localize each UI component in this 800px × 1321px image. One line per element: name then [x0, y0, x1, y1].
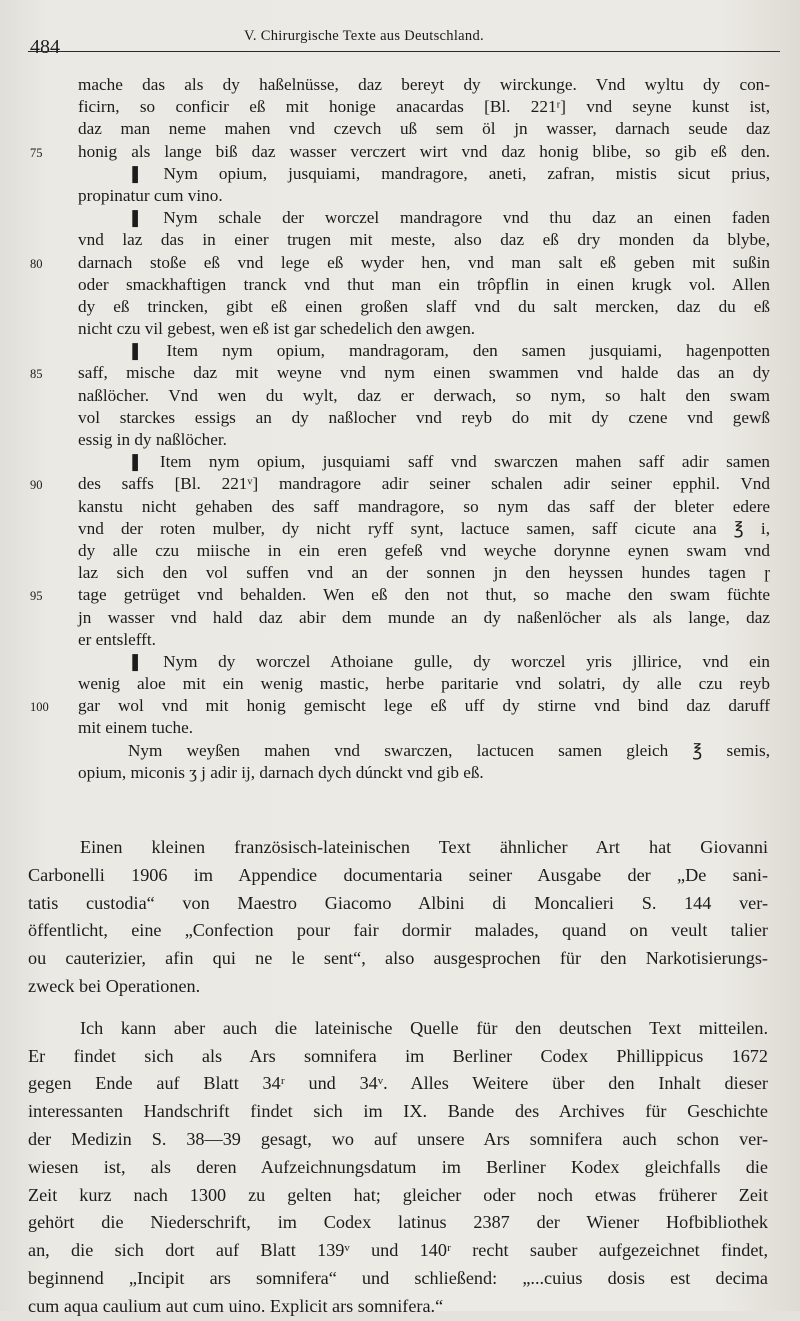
text-line	[30, 229, 770, 251]
text-line	[30, 629, 770, 651]
line-text: vnd laz das in einer trugen mit meste, also daz eß dry monden da blybe,	[78, 230, 770, 250]
text-line	[30, 362, 770, 384]
body-line: tatis custodia“ von Maestro Giacomo Albini di Moncalieri S. 144 ver-	[28, 892, 768, 913]
body-line: der Medizin S. 38—39 gesagt, wo auf unsere Ars somnifera auch schon ver-	[28, 1128, 768, 1149]
text-line	[30, 318, 770, 340]
line-text: des saffs [Bl. 221ᵛ] mandragore adir seiner schalen adir seiner epphil. Vnd	[78, 474, 770, 494]
body-line: Ich kann aber auch die lateinische Quelle für den deutschen Text mitteilen.	[80, 1017, 768, 1038]
line-number: 80	[30, 256, 43, 271]
line-text: jn wasser vnd hald daz abir dem munde an dy naßenlöcher als als lange, daz	[78, 607, 770, 627]
line-text: er entslefft.	[78, 629, 156, 649]
text-line	[30, 496, 770, 518]
text-line	[30, 740, 770, 762]
text-line	[30, 562, 770, 584]
medieval-text-block	[30, 74, 770, 784]
line-text: propinatur cum vino.	[78, 185, 223, 205]
body-line: gegen Ende auf Blatt 34ʳ und 34ᵛ. Alles Weitere über den Inhalt dieser	[28, 1073, 768, 1094]
page-header	[30, 22, 782, 58]
line-text: ❚ Nym schale der worczel mandragore vnd thu daz an einen faden	[128, 208, 770, 228]
line-text: ficirn, so conficir eß mit honige anacardas [Bl. 221ʳ] vnd seyne kunst ist,	[78, 97, 770, 117]
line-number: 85	[30, 367, 43, 382]
line-text: opium, miconis ʒ j adir ij, darnach dych dúnckt vnd gib eß.	[78, 762, 484, 782]
text-line	[30, 651, 770, 673]
text-line	[30, 385, 770, 407]
body-line: an, die sich dort auf Blatt 139ᵛ und 140ʳ recht sauber aufgezeichnet findet,	[28, 1240, 768, 1261]
text-line	[30, 762, 770, 784]
line-text: Nym weyßen mahen vnd swarczen, lactucen samen gleich ℥ semis,	[128, 740, 770, 760]
text-line	[30, 274, 770, 296]
text-line	[30, 207, 770, 229]
text-line	[30, 540, 770, 562]
body-line: interessanten Handschrift findet sich im IX. Bande des Archives für Geschichte	[28, 1101, 768, 1122]
text-line	[30, 673, 770, 695]
line-text: kanstu nicht gehaben des saff mandragore, so nym das saff der bleter edere	[78, 496, 770, 516]
line-text: mache das als dy haßelnüsse, daz bereyt dy wirckunge. Vnd wyltu dy con-	[78, 75, 770, 94]
line-number: 95	[30, 589, 43, 604]
line-text: ❚ Item nym opium, jusquiami saff vnd swarczen mahen saff adir samen	[128, 452, 770, 472]
text-line	[30, 429, 770, 451]
text-line	[30, 717, 770, 739]
text-line	[30, 163, 770, 185]
running-title: V. Chirurgische Texte aus Deutschland.	[244, 28, 484, 44]
header-rule	[28, 51, 780, 52]
line-text: darnach stoße eß vnd lege eß wyder hen, vnd man salt eß geben mit sußin	[78, 252, 770, 272]
text-line	[30, 74, 770, 96]
body-line: ou cauterizier, afin qui ne le sent“, also ausgesprochen für den Narkotisierungs-	[28, 948, 768, 969]
text-line	[30, 118, 770, 140]
text-line	[30, 695, 770, 717]
text-line	[30, 252, 770, 274]
body-line: cum aqua caulium aut cum uino. Explicit ars somnifera.“	[28, 1295, 444, 1316]
body-paragraph-1	[28, 834, 768, 1001]
line-text: wenig aloe mit ein wenig mastic, herbe paritarie vnd solatri, dy alle czu reyb	[78, 674, 770, 694]
text-line	[30, 451, 770, 473]
text-line	[30, 340, 770, 362]
text-line	[30, 518, 770, 540]
line-text: ❚ Nym opium, jusquiami, mandragore, aneti, zafran, mistis sicut prius,	[128, 163, 770, 183]
line-text: dy alle czu miische in ein eren gefeß vnd weyche dorynne eynen swam vnd	[78, 540, 770, 560]
line-text: nicht czu vil gebest, wen eß ist gar schedelich den awgen.	[78, 319, 476, 339]
line-number: 75	[30, 145, 43, 160]
line-text: naßlöcher. Vnd wen du wylt, daz er derwach, so nym, so halt den swam	[78, 385, 770, 405]
page-number: 484	[30, 36, 60, 58]
line-text: essig in dy naßlöcher.	[78, 430, 227, 449]
body-text	[28, 834, 768, 1321]
line-text: oder smackhaftigen tranck vnd thut man ein trôpflin in einen krugk vol. Allen	[78, 274, 770, 294]
line-number: 90	[30, 478, 43, 493]
body-line: öffentlicht, eine „Confection pour fair dormir malades, quand on veult talier	[28, 920, 768, 941]
body-line: zweck bei Operationen.	[28, 975, 201, 996]
body-line: Er findet sich als Ars somnifera im Berliner Codex Phillippicus 1672	[28, 1045, 768, 1066]
line-text: dy eß trincken, gibt eß einen großen slaff vnd du salt mercken, daz du eß	[78, 296, 770, 316]
body-line: Einen kleinen französisch-lateinischen Text ähnlicher Art hat Giovanni	[80, 837, 768, 857]
text-line	[30, 141, 770, 163]
body-paragraph-2	[28, 1015, 768, 1321]
body-line: gehört die Niederschrift, im Codex latinus 2387 der Wiener Hofbibliothek	[28, 1212, 768, 1233]
body-line: beginnend „Incipit ars somnifera“ und schließend: „...cuius dosis est decima	[28, 1267, 768, 1288]
text-line	[30, 607, 770, 629]
body-line: Zeit kurz nach 1300 zu gelten hat; gleicher oder noch etwas früherer Zeit	[28, 1184, 768, 1205]
line-text: vnd der roten mulber, dy nicht ryff synt, lactuce samen, saff cicute ana ℥ i,	[78, 518, 770, 538]
line-text: tage getrüget vnd behalden. Wen eß den not thut, so mache den swam füchte	[78, 585, 770, 605]
body-line: wiesen ist, als deren Aufzeichnungsdatum im Berliner Kodex gleichfalls die	[28, 1156, 768, 1177]
line-text: daz man neme mahen vnd czevch uß sem öl jn wasser, darnach seude daz	[78, 119, 770, 139]
line-text: ❚ Nym dy worczel Athoiane gulle, dy worczel yris jllirice, vnd ein	[128, 651, 770, 671]
text-line	[30, 185, 770, 207]
body-line: Carbonelli 1906 im Appendice documentaria seiner Ausgabe der „De sani-	[28, 864, 768, 885]
line-text: vol starckes essigs an dy naßlocher vnd reyb do mit dy czene vnd gewß	[78, 407, 770, 427]
text-line	[30, 584, 770, 606]
text-line	[30, 296, 770, 318]
line-text: laz sich den vol suffen vnd an der sonnen jn den heyssen hundes tagen ɼ	[78, 563, 770, 583]
line-text: gar wol vnd mit honig gemischt lege eß uff dy stirne vnd bind daz daruff	[78, 696, 770, 716]
line-text: honig als lange biß daz wasser verczert wirt vnd daz honig blibe, so gib eß den.	[78, 141, 770, 161]
line-text: ❚ Item nym opium, mandragoram, den samen jusquiami, hagenpotten	[128, 341, 770, 361]
line-text: mit einem tuche.	[78, 718, 194, 738]
text-line	[30, 407, 770, 429]
line-number: 100	[30, 700, 49, 715]
line-text: saff, mische daz mit weyne vnd nym einen swammen vnd halde das an dy	[78, 363, 770, 383]
text-line	[30, 473, 770, 495]
text-line	[30, 96, 770, 118]
